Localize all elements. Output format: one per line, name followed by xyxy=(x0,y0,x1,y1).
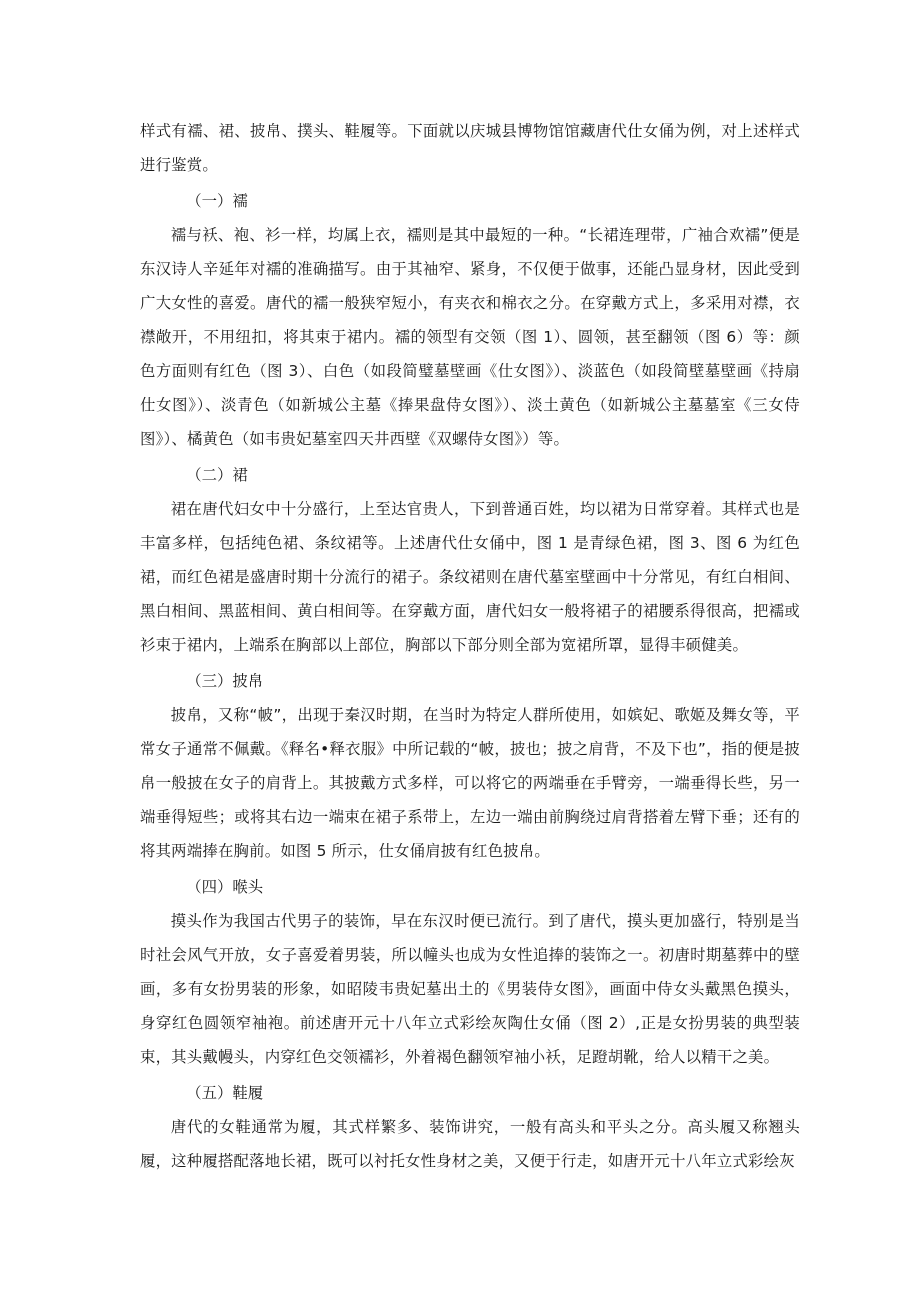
article-body xyxy=(140,114,800,1178)
section-paragraph-qun: 裙在唐代妇女中十分盛行，上至达官贵人，下到普通百姓，均以裙为日常穿着。其样式也是丰富多样，包括纯色裙、条纹裙等。上述唐代仕女俑中，图 1 是青绿色裙，图 3、图 6 为红色裙，而红色裙是盛唐时期十分流行的裙子。条纹裙则在唐代墓室壁画中十分常见，有红白相间、黑白相间、黑蓝相间、黄白相间等。在穿戴方面，唐代妇女一般将裙子的裙腰系得很高，把襦或衫束于裙内，上端系在胸部以上部位，胸部以下部分则全部为宽裙所罩，显得丰硕健美。 xyxy=(140,500,800,654)
section-heading-xielv: （五）鞋履 xyxy=(186,1084,264,1102)
section-paragraph-ru: 襦与袄、袍、衫一样，均属上衣，襦则是其中最短的一种。“长裙连理带，广袖合欢襦”便是东汉诗人辛延年对襦的准确描写。由于其袖窄、紧身，不仅便于做事，还能凸显身材，因此受到广大女性的喜爱。唐代的襦一般狭窄短小，有夹衣和棉衣之分。在穿戴方式上，多采用对襟，衣襟敞开，不用纽扣，将其束于裙内。襦的领型有交领（图 1）、圆领，甚至翻领（图 6）等：颜色方面则有红色（图 3）、白色（如段简璧墓壁画《仕女图》）、淡蓝色（如段简壁墓壁画《持扇仕女图》）、淡青色（如新城公主墓《捧果盘侍女图》）、淡土黄色（如新城公主墓墓室《三女侍图》）、橘黄色（如韦贵妃墓室四天井西壁《双螺侍女图》）等。 xyxy=(140,226,800,448)
section-paragraph-xielv: 唐代的女鞋通常为履，其式样繁多、装饰讲究，一般有高头和平头之分。高头履又称翘头履，这种履搭配落地长裙，既可以衬托女性身材之美，又便于行走，如唐开元十八年立式彩绘灰 xyxy=(140,1118,800,1170)
section-paragraph-futou: 摸头作为我国古代男子的装饰，早在东汉时便已流行。到了唐代，摸头更加盛行，特别是当时社会风气开放，女子喜爱着男装，所以幢头也成为女性追捧的装饰之一。初唐时期墓葬中的壁画，多有女扮男装的形象，如昭陵韦贵妃墓出土的《男装侍女图》，画面中侍女头戴黑色摸头，身穿红色圆领窄袖袍。前述唐开元十八年立式彩绘灰陶仕女俑（图 2）,正是女扮男装的典型装束，其头戴幔头，内穿红色交领襦衫，外着褐色翻领窄袖小袄，足蹬胡靴，给人以精干之美。 xyxy=(140,912,800,1066)
section-paragraph-pibo: 披帛，又称“帔”，出现于秦汉时期，在当时为特定人群所使用，如嫔妃、歌姬及舞女等，平常女子通常不佩戴。《释名•释衣服》中所记载的“帔，披也；披之肩背，不及下也”，指的便是披帛一般披在女子的肩背上。其披戴方式多样，可以将它的两端垂在手臂旁，一端垂得长些，另一端垂得短些；或将其右边一端束在裙子系带上，左边一端由前胸绕过肩背搭着左臂下垂；还有的将其两端捧在胸前。如图 5 所示，仕女俑肩披有红色披帛。 xyxy=(140,706,800,860)
intro-paragraph: 样式有襦、裙、披帛、撲头、鞋履等。下面就以庆城县博物馆馆藏唐代仕女俑为例，对上述样式进行鉴赏。 xyxy=(140,122,800,174)
section-heading-ru: （一）襦 xyxy=(186,192,248,210)
section-heading-qun: （二）裙 xyxy=(186,466,248,484)
section-heading-futou: （四）喉头 xyxy=(186,878,264,896)
section-heading-pibo: （三）披帛 xyxy=(186,672,264,690)
